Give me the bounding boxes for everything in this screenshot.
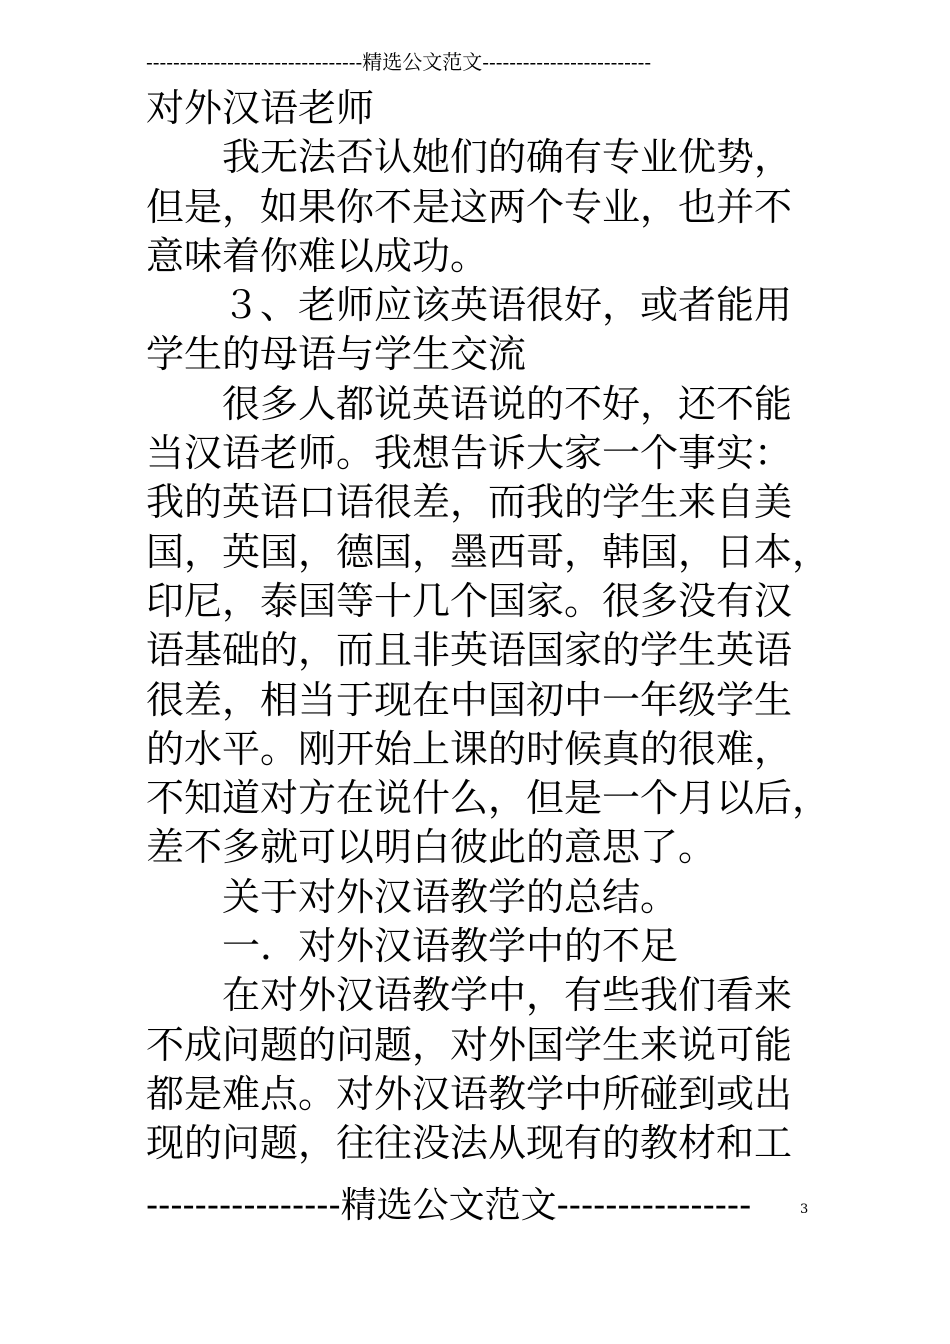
text-line: 学生的母语与学生交流	[146, 332, 527, 377]
text-line: 很差，相当于现在中国初中一年级学生	[146, 677, 793, 722]
text-line: 国，英国，德国，墨西哥，韩国，日本，	[146, 529, 831, 574]
text-line: 现的问题，往往没法从现有的教材和工	[146, 1121, 793, 1166]
text-line: ３、老师应该英语很好，或者能用	[222, 283, 793, 328]
text-line: 语基础的，而且非英语国家的学生英语	[146, 628, 793, 673]
page-number: 3	[800, 1202, 809, 1217]
footer-rule: ----------------精选公文范文----------------	[146, 1185, 752, 1226]
text-line: 但是，如果你不是这两个专业，也并不	[146, 184, 793, 229]
body-text	[146, 84, 831, 1169]
text-line: 意味着你难以成功。	[146, 233, 489, 278]
text-line: 差不多就可以明白彼此的意思了。	[146, 825, 717, 870]
text-line: 印尼，泰国等十几个国家。很多没有汉	[146, 578, 793, 623]
text-line: 我的英语口语很差，而我的学生来自美	[146, 480, 793, 525]
text-line: 很多人都说英语说的不好，还不能	[222, 381, 793, 426]
text-line: 对外汉语老师	[146, 86, 375, 130]
header-rule: --------------------------------精选公文范文-------------------------	[146, 50, 652, 74]
text-line: 不成问题的问题，对外国学生来说可能	[146, 1022, 793, 1067]
text-line: 的水平。刚开始上课的时候真的很难，	[146, 726, 793, 771]
text-line: 一．对外汉语教学中的不足	[222, 924, 679, 969]
text-line: 我无法否认她们的确有专业优势，	[222, 135, 793, 180]
text-line: 在对外汉语教学中，有些我们看来	[222, 973, 793, 1018]
text-line: 都是难点。对外汉语教学中所碰到或出	[146, 1071, 793, 1116]
text-line: 不知道对方在说什么，但是一个月以后，	[146, 776, 831, 821]
text-line: 当汉语老师。我想告诉大家一个事实：	[146, 431, 793, 476]
text-line: 关于对外汉语教学的总结。	[222, 874, 679, 919]
